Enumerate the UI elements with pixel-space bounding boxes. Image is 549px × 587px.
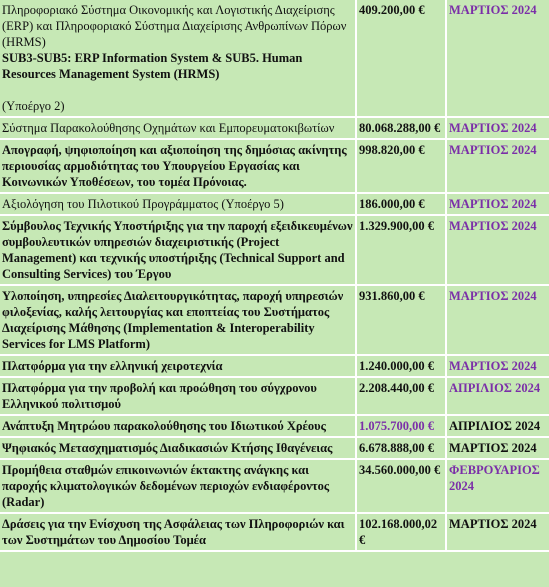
project-title-line: Πλατφόρμα για την προβολή και προώθηση του σύγχρονου Ελληνικού πολιτισμού	[2, 381, 317, 411]
date-cell	[447, 286, 549, 356]
budget-cell	[357, 438, 447, 460]
date-cell	[447, 140, 549, 194]
date-cell	[447, 0, 549, 118]
budget-cell	[357, 118, 447, 140]
budget-amount: 186.000,00 €	[359, 197, 425, 211]
table-row	[0, 460, 549, 514]
table-row	[0, 140, 549, 194]
date-text: ΜΑΡΤΙΟΣ 2024	[449, 359, 537, 373]
project-title-cell	[0, 194, 357, 216]
budget-cell	[357, 216, 447, 286]
project-title-cell	[0, 140, 357, 194]
project-title-line: Σύστημα Παρακολούθησης Οχημάτων και Εμπορευματοκιβωτίων	[2, 121, 335, 135]
budget-amount: 409.200,00 €	[359, 3, 425, 17]
project-title-line: Υλοποίηση, υπηρεσίες Διαλειτουργικότητας, παροχή υπηρεσιών φιλοξενίας, καλής λειτουργίας και εποπτείας του Συστήματος Διαχείρισης Μάθησης (Implementation & Interoperability Services for LMS Platform)	[2, 289, 344, 351]
budget-amount: 102.168.000,02 €	[359, 517, 438, 547]
date-text: ΜΑΡΤΙΟΣ 2024	[449, 143, 537, 157]
project-title-line: Σύμβουλος Τεχνικής Υποστήριξης για την παροχή εξειδικευμένων συμβουλευτικών υπηρεσιών διαχειριστικής (Project Management) και τεχνικής υποστήριξης (Technical Support and Consulting Services) του Έργου	[2, 219, 353, 281]
budget-amount: 1.075.700,00 €	[359, 419, 434, 433]
budget-amount: 34.560.000,00 €	[359, 463, 441, 477]
table-row	[0, 118, 549, 140]
table-row	[0, 356, 549, 378]
date-cell	[447, 416, 549, 438]
project-title-cell	[0, 416, 357, 438]
budget-amount: 998.820,00 €	[359, 143, 425, 157]
budget-cell	[357, 140, 447, 194]
date-cell	[447, 514, 549, 552]
project-title-cell	[0, 356, 357, 378]
budget-amount: 80.068.288,00 €	[359, 121, 441, 135]
budget-cell	[357, 356, 447, 378]
table-row	[0, 378, 549, 416]
table-row	[0, 194, 549, 216]
budget-amount: 931.860,00 €	[359, 289, 425, 303]
date-text: ΜΑΡΤΙΟΣ 2024	[449, 289, 537, 303]
date-cell	[447, 460, 549, 514]
budget-cell	[357, 194, 447, 216]
date-cell	[447, 356, 549, 378]
budget-amount: 2.208.440,00 €	[359, 381, 434, 395]
budget-amount: 1.240.000,00 €	[359, 359, 434, 373]
project-title-line: Προμήθεια σταθμών επικοινωνιών έκτακτης ανάγκης και παροχής κλιματολογικών δεδομένων περιοχών ενδιαφέροντος (Radar)	[2, 463, 330, 509]
project-title-line: Πλατφόρμα για την ελληνική χειροτεχνία	[2, 359, 223, 373]
date-cell	[447, 438, 549, 460]
table-row	[0, 514, 549, 552]
date-text: ΜΑΡΤΙΟΣ 2024	[449, 197, 537, 211]
project-title-line: Πληροφοριακό Σύστημα Οικονομικής και Λογιστικής Διαχείρισης (ERP) και Πληροφοριακό Σύστημα Διαχείρισης Ανθρωπίνων Πόρων (HRMS)	[2, 3, 347, 49]
date-cell	[447, 194, 549, 216]
date-text: ΜΑΡΤΙΟΣ 2024	[449, 219, 537, 233]
date-text: ΑΠΡΙΛΙΟΣ 2024	[449, 419, 541, 433]
date-text: ΜΑΡΤΙΟΣ 2024	[449, 121, 537, 135]
date-text: ΜΑΡΤΙΟΣ 2024	[449, 517, 537, 531]
table-row	[0, 286, 549, 356]
date-text: ΜΑΡΤΙΟΣ 2024	[449, 441, 537, 455]
project-title-cell	[0, 438, 357, 460]
table-row	[0, 416, 549, 438]
table-row	[0, 438, 549, 460]
project-title-line: Απογραφή, ψηφιοποίηση και αξιοποίηση της δημόσιας ακίνητης περιουσίας αρμοδιότητας του Υπουργείου Εργασίας και Κοινωνικών Υποθέσεων, του τομέα Πρόνοιας.	[2, 143, 347, 189]
project-title-line: Ψηφιακός Μετασχηματισμός Διαδικασιών Κτήσης Ιθαγένειας	[2, 441, 333, 455]
budget-amount: 1.329.900,00 €	[359, 219, 434, 233]
project-title-line: Αξιολόγηση του Πιλοτικού Προγράμματος (Υποέργο 5)	[2, 197, 284, 211]
table-row	[0, 0, 549, 118]
date-text: ΦΕΒΡΟΥΑΡΙΟΣ 2024	[449, 463, 540, 493]
date-cell	[447, 216, 549, 286]
project-title-cell	[0, 0, 357, 118]
date-text: ΑΠΡΙΛΙΟΣ 2024	[449, 381, 541, 395]
table-row	[0, 216, 549, 286]
project-title-line: (Υποέργο 2)	[2, 99, 65, 113]
budget-amount: 6.678.888,00 €	[359, 441, 434, 455]
project-title-line: Ανάπτυξη Μητρώου παρακολούθησης του Ιδιωτικού Χρέους	[2, 419, 326, 433]
project-title-cell	[0, 378, 357, 416]
project-title-cell	[0, 118, 357, 140]
project-title-cell	[0, 216, 357, 286]
date-text: ΜΑΡΤΙΟΣ 2024	[449, 3, 537, 17]
date-cell	[447, 118, 549, 140]
budget-cell	[357, 286, 447, 356]
budget-cell	[357, 416, 447, 438]
budget-cell	[357, 460, 447, 514]
project-title-cell	[0, 514, 357, 552]
budget-cell	[357, 378, 447, 416]
budget-cell	[357, 514, 447, 552]
project-title-cell	[0, 460, 357, 514]
project-title-line: SUB3-SUB5: ERP Information System & SUB5. Human Resources Management System (HRMS)	[2, 51, 303, 81]
date-cell	[447, 378, 549, 416]
project-title-cell	[0, 286, 357, 356]
budget-cell	[357, 0, 447, 118]
project-title-line: Δράσεις για την Ενίσχυση της Ασφάλειας των Πληροφοριών και των Συστημάτων του Δημοσίου Τομέα	[2, 517, 345, 547]
project-title-line	[2, 82, 353, 98]
